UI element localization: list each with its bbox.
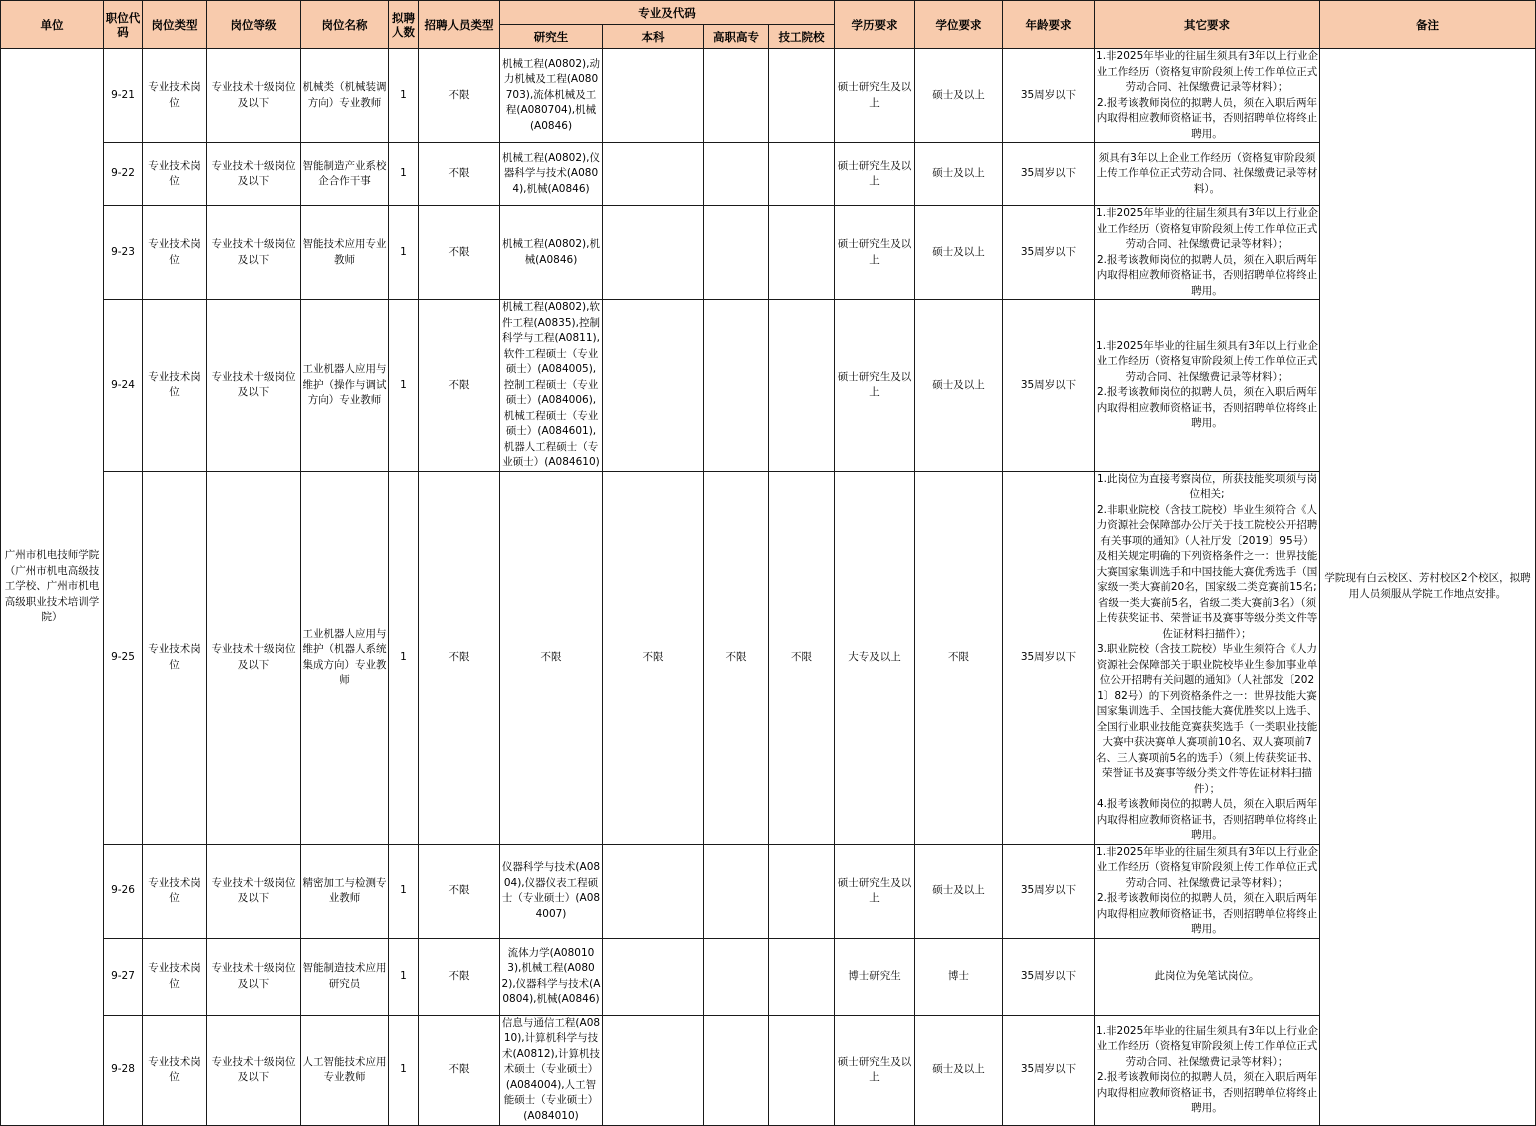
major-graduate: 流体力学(A080103),机械工程(A0802),仪器科学与技术(A0804),机械(A0846) [500,938,603,1015]
col-age-header: 年龄要求 [1003,1,1095,49]
col-people-type-header: 招聘人员类型 [419,1,500,49]
col-name-header: 岗位名称 [301,1,389,49]
degree-requirement: 硕士及以上 [915,143,1003,206]
recruit-type: 不限 [419,844,500,938]
col-major-group-header: 专业及代码 [500,1,835,25]
education-requirement: 大专及以上 [835,471,915,844]
position-name: 智能技术应用专业教师 [301,206,389,300]
col-undergrad-header: 本科 [603,25,704,49]
col-level-header: 岗位等级 [207,1,301,49]
table-row [1,143,1536,206]
position-code: 9-28 [104,1015,143,1125]
hire-count: 1 [389,206,419,300]
major-undergraduate [603,143,704,206]
other-requirements [1095,844,1320,938]
other-requirements [1095,49,1320,143]
age-requirement: 35周岁以下 [1003,938,1095,1015]
col-vocational-header: 高职高专 [704,25,769,49]
position-type: 专业技术岗位 [143,206,207,300]
table-row [1,300,1536,472]
degree-requirement: 硕士及以上 [915,1015,1003,1125]
major-undergraduate [603,938,704,1015]
major-graduate: 信息与通信工程(A0810),计算机科学与技术(A0812),计算机技术硕士（专业硕士）(A084004),人工智能硕士（专业硕士）(A084010) [500,1015,603,1125]
major-technician [769,844,835,938]
major-undergraduate [603,206,704,300]
degree-requirement: 硕士及以上 [915,844,1003,938]
major-technician [769,206,835,300]
age-requirement: 35周岁以下 [1003,49,1095,143]
major-vocational [704,938,769,1015]
requirement-item: 1.非2025年毕业的往届生须具有3年以上行业企业工作经历（资格复审阶段须上传工作单位正式劳动合同、社保缴费记录等材料）； [1096,339,1318,383]
table-row [1,471,1536,844]
position-name: 人工智能技术应用专业教师 [301,1015,389,1125]
major-vocational [704,206,769,300]
major-undergraduate [603,844,704,938]
major-undergraduate [603,300,704,472]
major-graduate: 不限 [500,471,603,844]
major-graduate: 机械工程(A0802),机械(A0846) [500,206,603,300]
position-type: 专业技术岗位 [143,1015,207,1125]
requirement-item: 1.此岗位为直接考察岗位，所获技能奖项须与岗位相关; [1096,472,1318,500]
major-technician [769,143,835,206]
col-technician-header: 技工院校 [769,25,835,49]
position-name: 精密加工与检测专业教师 [301,844,389,938]
requirement-item: 2.报考该教师岗位的拟聘人员，须在入职后两年内取得相应教师资格证书，否则招聘单位将终止聘用。 [1096,1071,1318,1114]
unit-cell: 广州市机电技师学院（广州市机电高级技工学校、广州市机电高级职业技术培训学院） [1,49,104,1126]
recruit-type: 不限 [419,471,500,844]
position-code: 9-27 [104,938,143,1015]
position-type: 专业技术岗位 [143,143,207,206]
position-code: 9-21 [104,49,143,143]
recruit-type: 不限 [419,300,500,472]
degree-requirement: 硕士及以上 [915,49,1003,143]
education-requirement: 硕士研究生及以上 [835,300,915,472]
position-type: 专业技术岗位 [143,49,207,143]
hire-count: 1 [389,844,419,938]
hire-count: 1 [389,471,419,844]
other-requirements [1095,938,1320,1015]
position-level: 专业技术十级岗位及以下 [207,844,301,938]
position-type: 专业技术岗位 [143,938,207,1015]
requirement-item: 1.非2025年毕业的往届生须具有3年以上行业企业工作经历（资格复审阶段须上传工作单位正式劳动合同、社保缴费记录等材料）； [1096,1024,1318,1068]
recruit-type: 不限 [419,1015,500,1125]
col-unit-header: 单位 [1,1,104,49]
col-code-header: 职位代码 [104,1,143,49]
hire-count: 1 [389,938,419,1015]
major-technician [769,1015,835,1125]
major-graduate: 机械工程(A0802),软件工程(A0835),控制科学与工程(A0811),软件工程硕士（专业硕士）(A084005),控制工程硕士（专业硕士）(A084006),机械工程硕士（专业硕士）(A084601),机器人工程硕士（专业硕士）(A084610) [500,300,603,472]
other-requirements [1095,143,1320,206]
position-code: 9-25 [104,471,143,844]
position-code: 9-23 [104,206,143,300]
position-level: 专业技术十级岗位及以下 [207,143,301,206]
major-vocational [704,844,769,938]
requirement-item: 2.报考该教师岗位的拟聘人员，须在入职后两年内取得相应教师资格证书，否则招聘单位将终止聘用。 [1096,892,1318,935]
education-requirement: 博士研究生 [835,938,915,1015]
position-level: 专业技术十级岗位及以下 [207,300,301,472]
header-row-1 [1,1,1536,25]
other-requirements [1095,300,1320,472]
other-requirements [1095,1015,1320,1125]
major-undergraduate: 不限 [603,471,704,844]
education-requirement: 硕士研究生及以上 [835,844,915,938]
hire-count: 1 [389,300,419,472]
table-row [1,49,1536,143]
requirement-item: 4.报考该教师岗位的拟聘人员，须在入职后两年内取得相应教师资格证书，否则招聘单位将终止聘用。 [1096,798,1318,841]
major-technician [769,938,835,1015]
major-vocational [704,49,769,143]
education-requirement: 硕士研究生及以上 [835,1015,915,1125]
major-technician: 不限 [769,471,835,844]
position-name: 工业机器人应用与维护（机器人系统集成方向）专业教师 [301,471,389,844]
requirement-item: 须具有3年以上企业工作经历（资格复审阶段须上传工作单位正式劳动合同、社保缴费记录等材料）。 [1096,151,1318,195]
age-requirement: 35周岁以下 [1003,471,1095,844]
major-undergraduate [603,1015,704,1125]
major-undergraduate [603,49,704,143]
hire-count: 1 [389,49,419,143]
table-row [1,844,1536,938]
position-code: 9-24 [104,300,143,472]
table-row [1,206,1536,300]
recruit-type: 不限 [419,206,500,300]
position-code: 9-26 [104,844,143,938]
table-row [1,938,1536,1015]
table-row [1,1015,1536,1125]
age-requirement: 35周岁以下 [1003,206,1095,300]
col-count-header: 拟聘人数 [389,1,419,49]
recruit-type: 不限 [419,49,500,143]
age-requirement: 35周岁以下 [1003,300,1095,472]
position-level: 专业技术十级岗位及以下 [207,471,301,844]
recruit-type: 不限 [419,143,500,206]
hire-count: 1 [389,1015,419,1125]
age-requirement: 35周岁以下 [1003,1015,1095,1125]
recruit-type: 不限 [419,938,500,1015]
requirement-item: 2.报考该教师岗位的拟聘人员，须在入职后两年内取得相应教师资格证书，否则招聘单位将终止聘用。 [1096,96,1318,140]
major-vocational: 不限 [704,471,769,844]
position-name: 智能制造产业系校企合作干事 [301,143,389,206]
education-requirement: 硕士研究生及以上 [835,49,915,143]
requirement-item: 2.报考该教师岗位的拟聘人员，须在入职后两年内取得相应教师资格证书，否则招聘单位将终止聘用。 [1096,386,1318,430]
requirement-item: 1.非2025年毕业的往届生须具有3年以上行业企业工作经历（资格复审阶段须上传工作单位正式劳动合同、社保缴费记录等材料）； [1096,207,1318,250]
col-degree-header: 学位要求 [915,1,1003,49]
position-level: 专业技术十级岗位及以下 [207,938,301,1015]
degree-requirement: 博士 [915,938,1003,1015]
age-requirement: 35周岁以下 [1003,844,1095,938]
col-edu-header: 学历要求 [835,1,915,49]
major-vocational [704,300,769,472]
major-vocational [704,1015,769,1125]
requirement-item: 2.非职业院校（含技工院校）毕业生须符合《人力资源社会保障部办公厅关于技工院校公开招聘有关事项的通知》（人社厅发〔2019〕95号）及相关规定明确的下列资格条件之一：世界技能大赛国家集训选手和中国技能大赛优秀选手（国家级一类大赛前20名，国家级二类竞赛前15名;省级一类大赛前5名，省级二类大赛前3名）（须上传获奖证书、荣誉证书及赛事等级分类文件等佐证材料扫描件）； [1096,503,1318,640]
hire-count: 1 [389,143,419,206]
position-type: 专业技术岗位 [143,300,207,472]
remark-cell: 学院现有白云校区、芳村校区2个校区，拟聘用人员须服从学院工作地点安排。 [1320,49,1536,1126]
col-remark-header: 备注 [1320,1,1536,49]
degree-requirement: 不限 [915,471,1003,844]
position-type: 专业技术岗位 [143,844,207,938]
other-requirements [1095,471,1320,844]
requirement-item: 此岗位为免笔试岗位。 [1154,969,1260,982]
major-graduate: 机械工程(A0802),仪器科学与技术(A0804),机械(A0846) [500,143,603,206]
requirement-item: 3.职业院校（含技工院校）毕业生须符合《人力资源社会保障部关于职业院校毕业生参加事业单位公开招聘有关问题的通知》（人社部发〔2021〕82号）的下列资格条件之一：世界技能大赛国家集训选手、全国技能大赛优胜奖以上选手、全国行业职业技能竞赛获奖选手（一类职业技能大赛中获决赛单人赛项前10名、双人赛项前7名、三人赛项前5名的选手）（须上传获奖证书、荣誉证书及赛事等级分类文件等佐证材料扫描件）； [1096,643,1318,795]
major-technician [769,300,835,472]
degree-requirement: 硕士及以上 [915,300,1003,472]
position-name: 工业机器人应用与维护（操作与调试方向）专业教师 [301,300,389,472]
degree-requirement: 硕士及以上 [915,206,1003,300]
position-level: 专业技术十级岗位及以下 [207,1015,301,1125]
col-other-header: 其它要求 [1095,1,1320,49]
major-graduate: 仪器科学与技术(A0804),仪器仪表工程硕士（专业硕士）(A084007) [500,844,603,938]
requirement-item: 1.非2025年毕业的往届生须具有3年以上行业企业工作经历（资格复审阶段须上传工作单位正式劳动合同、社保缴费记录等材料）； [1096,845,1318,889]
position-name: 机械类（机械装调方向）专业教师 [301,49,389,143]
major-graduate: 机械工程(A0802),动力机械及工程(A080703),流体机械及工程(A080704),机械(A0846) [500,49,603,143]
major-technician [769,49,835,143]
other-requirements [1095,206,1320,300]
age-requirement: 35周岁以下 [1003,143,1095,206]
requirement-item: 1.非2025年毕业的往届生须具有3年以上行业企业工作经历（资格复审阶段须上传工作单位正式劳动合同、社保缴费记录等材料）； [1096,50,1318,93]
position-level: 专业技术十级岗位及以下 [207,206,301,300]
major-vocational [704,143,769,206]
col-type-header: 岗位类型 [143,1,207,49]
position-type: 专业技术岗位 [143,471,207,844]
table-body [1,49,1536,1126]
requirement-item: 2.报考该教师岗位的拟聘人员，须在入职后两年内取得相应教师资格证书，否则招聘单位将终止聘用。 [1096,253,1318,297]
education-requirement: 硕士研究生及以上 [835,143,915,206]
position-name: 智能制造技术应用研究员 [301,938,389,1015]
education-requirement: 硕士研究生及以上 [835,206,915,300]
col-grad-header: 研究生 [500,25,603,49]
position-code: 9-22 [104,143,143,206]
position-level: 专业技术十级岗位及以下 [207,49,301,143]
